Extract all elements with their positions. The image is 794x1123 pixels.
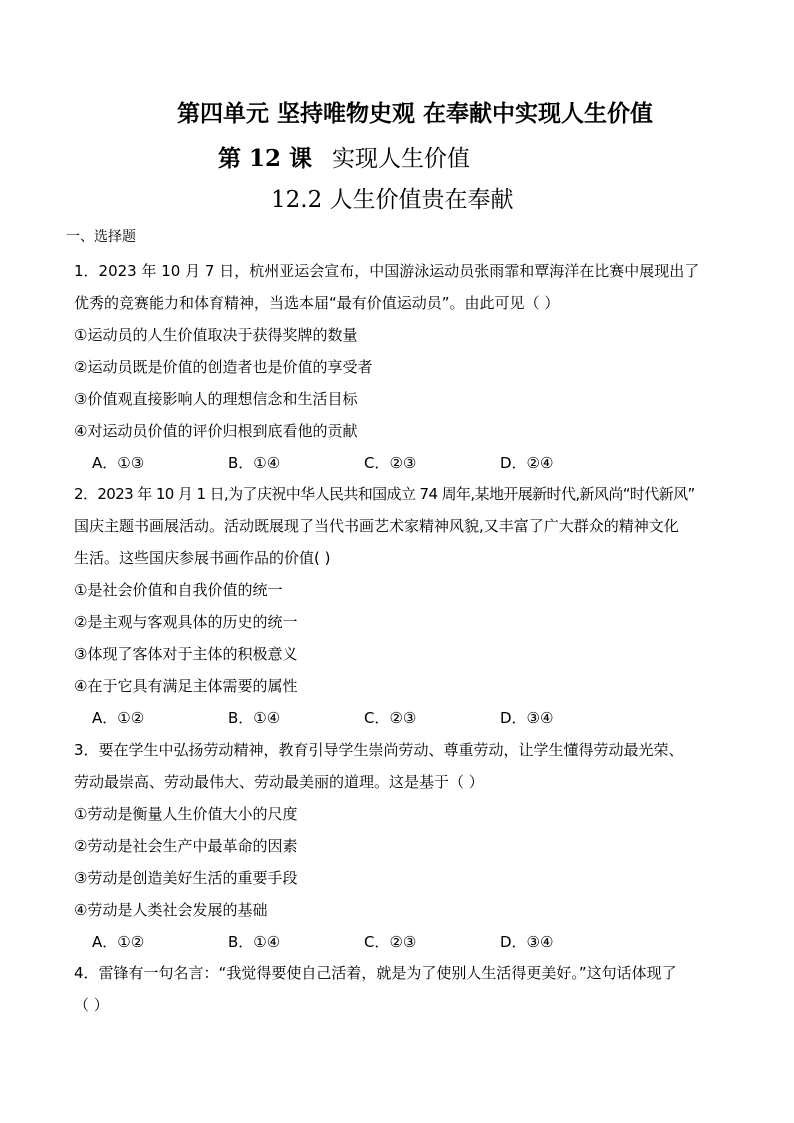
statement: ③价值观直接影响人的理想信念和生活目标 (74, 390, 358, 408)
question-stem-line: 4．雷锋有一句名言：“我觉得要使自己活着，就是为了使别人生活得更美好。”这句话体现了 (74, 964, 677, 982)
question-stem-line: 优秀的竞赛能力和体育精神，当选本届“最有价值运动员”。由此可见（ ） (74, 294, 560, 312)
lesson-number: 第 12 课 (218, 145, 313, 172)
option-c: C．②③ (364, 709, 417, 727)
answer-options (74, 702, 734, 734)
statement: ④在于它具有满足主体需要的属性 (74, 677, 298, 695)
option-d: D．③④ (500, 933, 554, 951)
question-stem-line: 国庆主题书画展活动。活动既展现了当代书画艺术家精神风貌,又丰富了广大群众的精神文化 (74, 517, 679, 535)
statement: ③体现了客体对于主体的积极意义 (74, 645, 298, 663)
option-c: C．②③ (364, 933, 417, 951)
answer-options (74, 447, 734, 479)
question-1 (74, 255, 734, 479)
option-b: B．①④ (228, 933, 281, 951)
statement: ②运动员既是价值的创造者也是价值的享受者 (74, 358, 373, 376)
lesson-title (218, 144, 470, 174)
statement: ④对运动员价值的评价归根到底看他的贡献 (74, 422, 358, 440)
option-a: A．①② (92, 709, 145, 727)
statement: ①劳动是衡量人生价值大小的尺度 (74, 805, 298, 823)
statement: ①运动员的人生价值取决于获得奖牌的数量 (74, 326, 358, 344)
option-d: D．③④ (500, 709, 554, 727)
option-b: B．①④ (228, 454, 281, 472)
question-4 (74, 957, 734, 1021)
statement: ②是主观与客观具体的历史的统一 (74, 613, 298, 631)
part-title: 一、选择题 (66, 229, 136, 245)
answer-options (74, 926, 734, 958)
section-title: 12.2 人生价值贵在奉献 (271, 187, 514, 213)
statement: ①是社会价值和自我价值的统一 (74, 581, 283, 599)
question-stem-line: 2．2023 年 10 月 1 日,为了庆祝中华人民共和国成立 74 周年,某地开展新时代,新风尚“时代新风” (74, 485, 695, 503)
option-d: D．②④ (500, 454, 554, 472)
question-stem-line: 生活。这些国庆参展书画作品的价值( ) (74, 549, 331, 567)
statement: ②劳动是社会生产中最革命的因素 (74, 837, 298, 855)
unit-title: 第四单元 坚持唯物史观 在奉献中实现人生价值 (176, 101, 653, 127)
option-c: C．②③ (364, 454, 417, 472)
question-stem-line: 3．要在学生中弘扬劳动精神，教育引导学生崇尚劳动、尊重劳动，让学生懂得劳动最光荣、 (74, 741, 684, 759)
question-stem-line: 劳动最崇高、劳动最伟大、劳动最美丽的道理。这是基于（ ） (74, 773, 484, 791)
question-stem-line: 1．2023 年 10 月 7 日，杭州亚运会宣布，中国游泳运动员张雨霏和覃海洋在比赛中展现出了 (74, 262, 700, 280)
statement: ③劳动是创造美好生活的重要手段 (74, 869, 298, 887)
option-b: B．①④ (228, 709, 281, 727)
option-a: A．①② (92, 933, 145, 951)
statement: ④劳动是人类社会发展的基础 (74, 901, 268, 919)
question-stem-line: （ ） (74, 996, 109, 1014)
question-3 (74, 734, 734, 958)
option-a: A．①③ (92, 454, 145, 472)
lesson-name: 实现人生价值 (332, 146, 471, 172)
question-2 (74, 478, 734, 734)
